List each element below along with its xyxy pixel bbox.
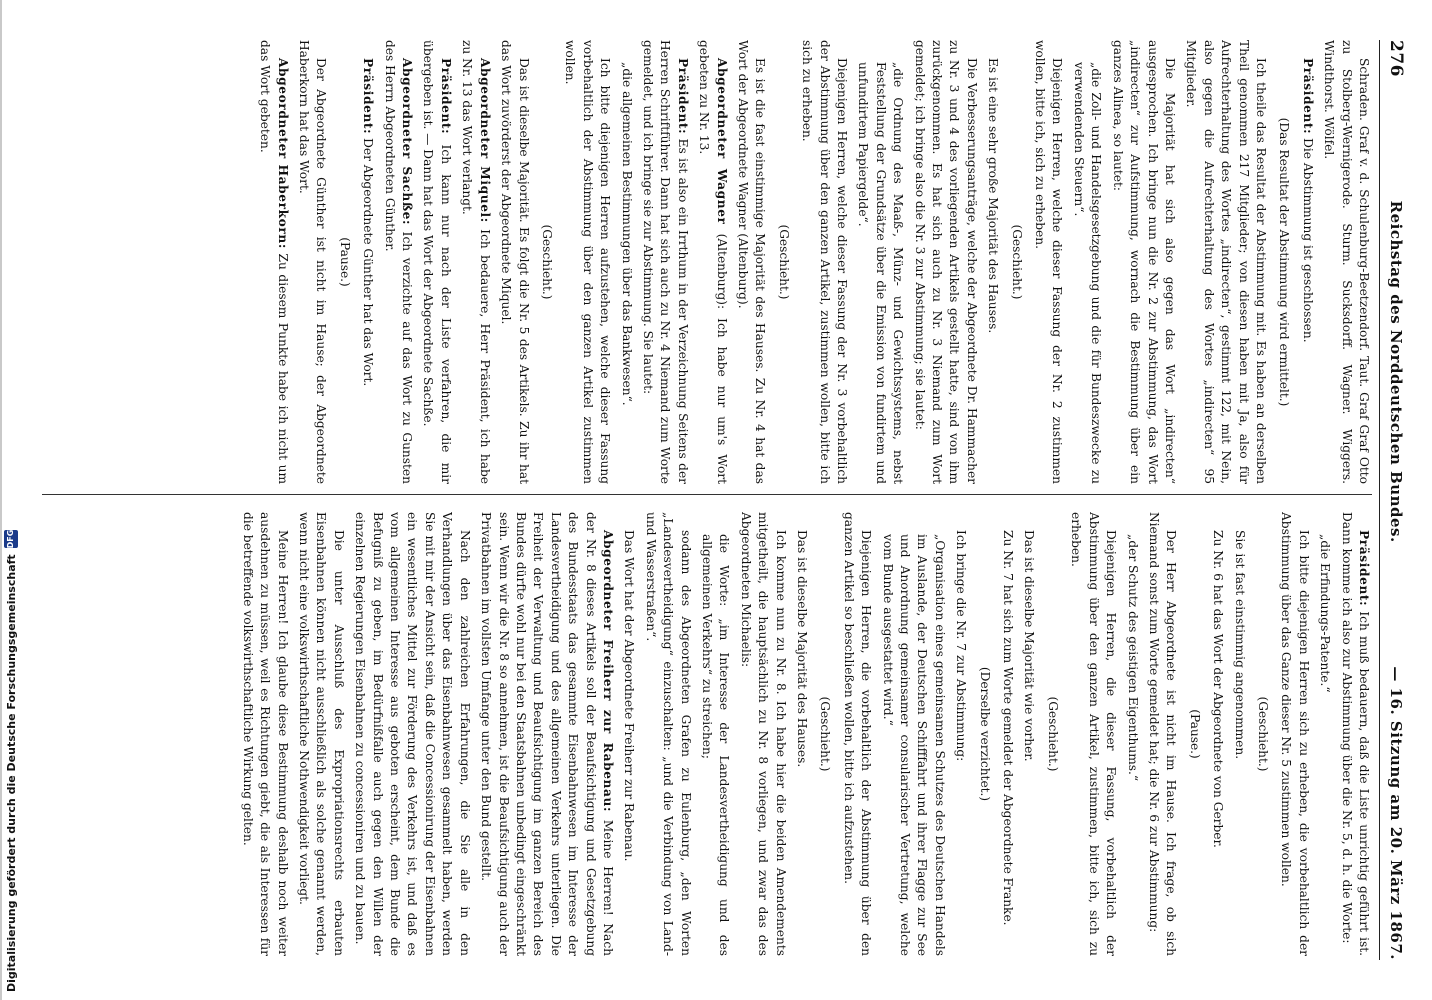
stage-direction: (Geschieht.) — [1009, 224, 1024, 300]
text-paragraph: Ich bringe die Nr. 7 zur Abstimmung: — [954, 530, 969, 762]
text-paragraph: Zu Nr. 7 hat sich zum Worte gemeldet der Abgeordnete Franke. — [1001, 530, 1016, 926]
speech-paragraph — [1298, 40, 1315, 484]
stage-direction: (Das Resultat der Abstimmung wird ermittelt.) — [1277, 117, 1292, 407]
text-paragraph: Das ist dieselbe Majorität des Hauses. — [795, 530, 810, 768]
rotated-page — [30, 20, 1410, 980]
speech-paragraph — [1337, 512, 1372, 956]
speaker-name: Präsident: — [675, 58, 690, 135]
speaker-name: Abgeordneter Wagner — [714, 58, 729, 225]
speech-text: Ich bedauere, Herr Präsident, ich habe zu Nr. 13 das Wort verlangt. — [460, 40, 492, 484]
text-paragraph: Ich bitte diejenigen Herren aufzustehen, welche dieser Fassung vorbehaltlich der Abstimmung über den ganzen Artikel zustimmen wollen. — [563, 40, 613, 484]
stage-direction: (Derselbe verzichtet.) — [977, 666, 992, 802]
right-column — [42, 512, 1372, 956]
stage-direction: (Geschieht.) — [539, 224, 554, 300]
quoted-text: die Worte: „im Interesse der Landesvertheidigung und des allgemeinen Verkehrs“ zu streichen; — [700, 534, 732, 956]
page-number: 276 — [1386, 40, 1406, 77]
column-divider — [42, 494, 1372, 495]
stage-direction: (Geschieht.) — [818, 696, 833, 772]
quoted-text: „Organisation eines gemeinsamen Schutzes des Deutschen Handels im Auslande, der Deutschen Schifffahrt und ihrer Flagge zur See und Anordnung gemeinsamer consularischer Vertretung, welche vom Bunde ausgestattet wird.“ — [880, 534, 947, 956]
session-title: — 16. Sitzung am 20. März 1867. — [1387, 666, 1405, 960]
digitization-note — [2, 529, 20, 992]
publication-title: Reichstag des Norddeutschen Bundes. — [1387, 200, 1405, 543]
speech-text: (Altenburg): Ich habe nur um's Wort gebeten zu Nr. 13. — [697, 40, 729, 484]
text-paragraph: Die Verbesserungsanträge, welche der Abgeordnete Dr. Hammacher zu Nr. 3 und 4 des vorliegenden Artikels gestellt hatte, sind von ihm zurückgenommen. Es hat sich auch zu Nr. 3 Niemand zum Wort gemeldet; ich bringe also die Nr. 3 zur Abstimmung; sie lautet: — [912, 40, 979, 484]
speech-paragraph — [458, 40, 493, 484]
speech-paragraph — [359, 40, 376, 484]
text-paragraph: Diejenigen Herren, welche dieser Fassung der Nr. 3 vorbehaltlich der Abstimmung über den ganzen Artikel, zustimmen wollen, bitte ich sich zu erheben. — [800, 40, 850, 484]
text-paragraph: Das Wort hat der Abgeordnete Freiherr zur Rabenau. — [622, 530, 637, 862]
speaker-name: Abgeordneter Sachße: — [400, 58, 415, 226]
digitization-note-text: Digitalisierung gefördert durch die Deutsche Forschungsgemeinschaft — [4, 554, 18, 992]
text-paragraph: Schraden. Graf v. d. Schulenburg-Beetzendorf. Taut. Graf Graf Otto zu Stolberg-Wernigerode. Sturm. Sucksdorff. Wagner. Wiggers. Windthorst. Wölfel. — [1322, 40, 1371, 484]
text-paragraph: Ich bitte diejenigen Herren sich zu erheben, die vorbehaltlich der Abstimmung über das Ganze dieser Nr. 5 zustimmen wollen. — [1279, 512, 1311, 956]
speech-text: Ich verzichte auf das Wort zu Gunsten des Herrn Abgeordneten Günther. — [382, 40, 415, 484]
text-paragraph: Ich komme nun zu Nr. 8. Ich habe hier die beiden Amendements mitgetheilt, die hauptsächlich zu Nr. 8 vorliegen, und zwar das des Abgeordneten Michaelis: — [738, 512, 788, 956]
speaker-name: Abgeordneter Haberkorn: — [275, 58, 290, 249]
speaker-name: Präsident: — [361, 58, 376, 135]
speaker-name: Präsident: — [438, 58, 453, 135]
quoted-text: „die allgemeinen Bestimmungen über das Bankwesen“. — [619, 62, 634, 406]
text-paragraph: Der Abgeordnete Günther ist nicht im Hause; der Abgeordnete Haberkorn hat das Wort. — [297, 40, 329, 484]
speech-paragraph — [477, 512, 616, 956]
text-paragraph: Diejenigen Herren, welche dieser Fassung der Nr. 2 zustimmen wollen, bitte ich, sich zu erheben. — [1033, 40, 1065, 484]
stage-direction: (Geschieht.) — [1045, 696, 1060, 772]
text-paragraph: Nach den zahlreichen Erfahrungen, die Sie alle in den Verhandlungen über das Eisenbahnwesen gesammelt haben, werden Sie mit mir der Ansicht sein, daß die Concessionirung der Eisenbahnen ein wesentliches Mittel zur Förderung des Verkehrs ist, und daß es vom allgemeinen Interesse aus geboten erscheint, dem Bunde die Befugniß zu geben, im Bedürfnißfalle auch gegen den Willen der einzelnen Regierungen Eisenbahnen zu concessioniren und zu bauen. — [353, 512, 472, 956]
quoted-text: „die Zoll- und Handelsgesetzgebung und die für Bundeszwecke zu verwendenden Steuern“. — [1071, 62, 1104, 484]
speech-text: Meine Herren! Nach der Nr. 8 dieses Artikels soll der Beaufsichtigung und Gesetzgebung des Bundesstaats das gesammte Eisenbahnwesen im Interesse der Landesvertheidigung und des allgemeinen Verkehrs unterliegen. Die Freiheit der Verwaltung und Beaufsichtigung im ganzen Bereich des Bundes dürfte wohl nur bei den Staatsbahnen unbedingt eingeschränkt sein. Wenn wir die Nr. 8 so annehmen, ist die Beaufsichtigung auch der Privatbahnen im vollsten Umfange unter den Bund gestellt. — [479, 512, 615, 956]
page-header — [1379, 40, 1404, 960]
speech-text: Ich muß bedauern, daß die Liste unrichtig geführt ist. Dann komme ich also zur Abstimmung über die Nr. 5, d. h. die Worte: — [1339, 512, 1371, 956]
speech-paragraph — [256, 40, 291, 484]
text-paragraph: Zu Nr. 6 hat das Wort der Abgeordnete von Gerber. — [1211, 530, 1226, 848]
text-paragraph: Sie ist fast einstimmig angenommen. — [1232, 530, 1247, 760]
speech-paragraph — [639, 40, 691, 484]
quoted-text: „der Schutz des geistigen Eigenthums.“ — [1125, 534, 1140, 782]
left-column — [42, 40, 1372, 484]
text-paragraph: Der Herr Abgeordnete ist nicht im Hause. Ich frage, ob sich Niemand sonst zum Worte gemeldet hat; die Nr. 6 zur Abstimmung: — [1146, 512, 1179, 956]
text-paragraph: Das ist dieselbe Majorität. Es folgt die Nr. 5 des Artikels. Zu ihr hat das Wort zuvörderst der Abgeordnete Miquel. — [499, 40, 531, 484]
speaker-name: Abgeordneter Miquel: — [477, 58, 492, 223]
dfg-logo: DFG — [4, 530, 18, 549]
text-paragraph: Diejenigen Herren, die dieser Fassung, vorbehaltlich der Abstimmung über den ganzen Artikel, zustimmen, bitte ich, sich zu erheben. — [1069, 512, 1119, 956]
speech-text: Zu diesem Punkte habe ich nicht um das Wort gebeten. — [258, 40, 290, 484]
stage-direction: (Pause.) — [1187, 709, 1202, 759]
stage-direction: (Geschieht.) — [776, 224, 791, 300]
text-paragraph: sodann des Abgeordneten Grafen zu Eulenburg, „den Worten „Landesvertheidigung“ einzuschalten: „und die Verbindung von Land- und Wasserstraßen“. — [643, 512, 693, 956]
stage-direction: (Pause.) — [337, 237, 352, 287]
text-paragraph: Die Majorität hat sich also gegen das Wort „indirecten“ ausgesprochen. Ich bringe nun die Nr. 2 zur Abstimmung, das Wort „indirecten“ zur Aufstimmung, wornach die Bestimmung über ein ganzes Alinea, so lautet: — [1110, 40, 1177, 484]
speech-paragraph — [419, 40, 454, 484]
text-paragraph: Die unter Ausschluß des Expropriationsrechts erbauten Eisenbahnen können nicht ausschließlich als solche genannt werden, wenn nicht eine volkswirthschaftliche Nothwendigkeit vorliegt. — [297, 512, 346, 956]
text-paragraph: Ich theile das Resultat der Abstimmung mit. Es haben an derselben Theil genommen 217 Mitglieder; von diesen haben mit Ja, also für Aufrechterhaltung des Wortes „indirecten“, gestimmt 122, mit Nein, also gegen die Aufrechterhaltung des Wortes „indirecten“ 95 Mitglieder. — [1184, 40, 1268, 484]
speaker-name: Präsident: — [1357, 530, 1371, 607]
text-paragraph: Es ist eine sehr große Majorität des Hauses. — [986, 58, 1001, 334]
speaker-name: Abgeordneter Freiherr zur Rabenau: — [600, 530, 615, 813]
text-paragraph: Meine Herren! Ich glaube diese Bestimmung deshalb noch weiter ausdehnen zu müssen, weil es Richtungen giebt, die als Interessen für die betreffende volkswirthschaftliche Wirkung gelten. — [240, 512, 290, 956]
text-paragraph: Das ist dieselbe Majorität wie vorher. — [1022, 530, 1037, 762]
quoted-text: „die Erfindungs-Patente.“ — [1318, 534, 1333, 693]
speech-paragraph — [380, 40, 415, 484]
speaker-name: Präsident: — [1300, 58, 1315, 135]
quoted-text: „die Ordnung des Maaß-, Münz- und Gewichtssystems, nebst Feststellung der Grundsätze über die Emission von fundirtem und unfundirtem Papiergelde“. — [856, 62, 906, 484]
speech-text: Die Abstimmung ist geschlossen. — [1300, 138, 1315, 343]
text-paragraph: Diejenigen Herren, die vorbehaltlich der Abstimmung über den ganzen Artikel so beschließen wollen, bitte ich aufzustehen. — [841, 512, 874, 956]
text-paragraph: Es ist die fast einstimmige Majorität des Hauses. Zu Nr. 4 hat das Wort der Abgeordnete Wagner (Altenburg). — [736, 40, 768, 484]
speech-text: Ich kann nur nach der Liste verfahren, die mir übergeben ist. — Dann hat das Wort der Abgeordnete Sachße. — [421, 40, 453, 484]
speech-text: Der Abgeordnete Günther hat das Wort. — [361, 138, 376, 387]
speech-paragraph — [695, 40, 730, 484]
speech-text: Es ist also ein Irrthum in der Verzeichnung Seitens der Herren Schriftführer. Dann hat sich auch zu Nr. 4 Niemand zum Worte gemeldet, und ich bringe sie zur Abstimmung. Sie lautet: — [640, 40, 690, 484]
stage-direction: (Geschieht.) — [1255, 696, 1270, 772]
